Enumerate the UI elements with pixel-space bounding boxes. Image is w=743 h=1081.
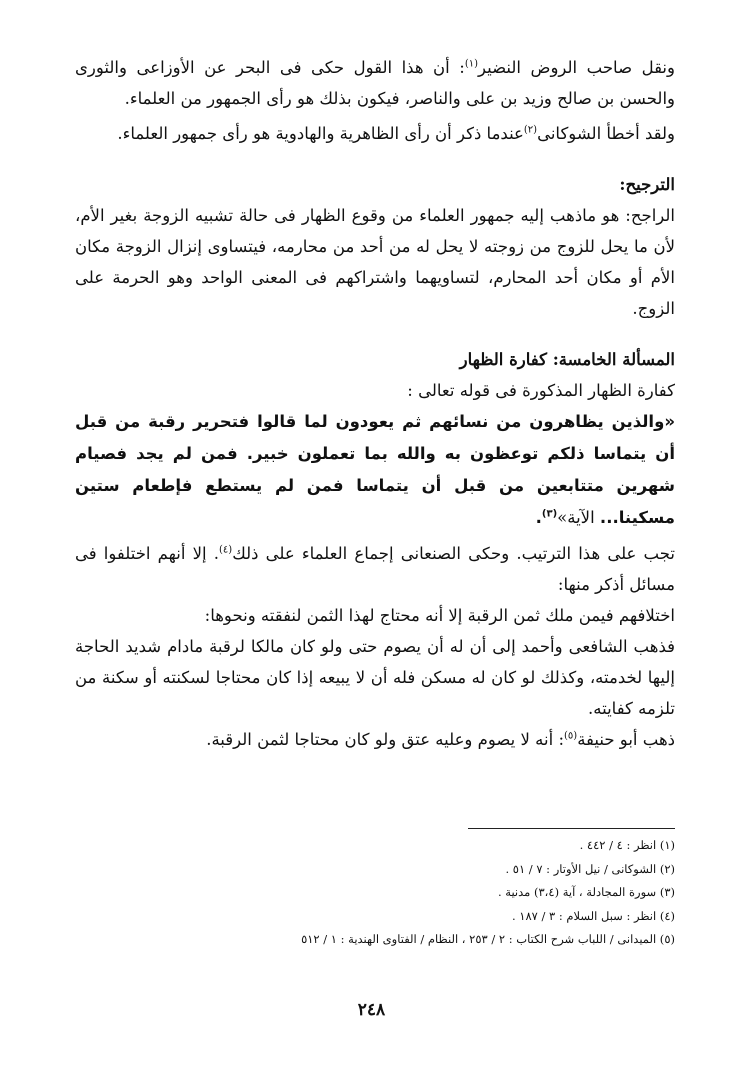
heading-tarjih: الترجيح:: [619, 175, 675, 194]
heading-masala-5: المسألة الخامسة: كفارة الظهار: [459, 350, 675, 369]
footnote-ref-4: (٤): [219, 544, 233, 556]
quran-verse: «والذين يظاهرون من نسائهم ثم يعودون لما قالوا فتحرير رقبة من قبل أن يتماسا ذلكم توعظون به والله بما تعملون خبير. فمن لم يجد فصيام شهرين متتابعين من قبل أن يتماسا فمن لم يستطع فإطعام ستين مسكينا... الآية»$^{(٣)}$.: [75, 412, 675, 527]
paragraph-abu-hanifa: ذهب أبو حنيفة$^{(٥)}$: أنه لا يصوم وعليه عتق ولو كان محتاجا لثمن الرقبة.: [206, 730, 675, 749]
page-number: ٢٤٨: [357, 1000, 386, 1020]
footnote-4: (٤) انظر : سبل السلام : ٣ / ١٨٧ .: [511, 908, 675, 923]
paragraph-kaffara-intro: كفارة الظهار المذكورة فى قوله تعالى :: [407, 381, 675, 400]
footnote-ref-1: (١): [464, 58, 478, 70]
footnote-ref-5: (٥): [564, 730, 578, 742]
footnote-ref-3: (٣): [541, 508, 558, 520]
footnote-5: (٥) الميدانى / اللباب شرح الكتاب : ٢ / ٢٥٣ ، النظام / الفتاوى الهندية : ١ / ٥١٢: [301, 932, 675, 946]
main-text: [75, 52, 675, 755]
footnotes: [75, 834, 675, 952]
paragraph-tarjih: الراجح: هو ماذهب إليه جمهور العلماء من وقوع الظهار فى حالة تشبيه الزوجة بغير الأم، لأن ما يحل للزوج من زوجته لا يحل له من أحد من محارمه، فيتساوى إنزال الزوجة مكان الأم أو مكان أحد المحارم، لتساويهما واشتراكهم فى المعنى الواحد وهو الحرمة على الزوج.: [75, 206, 675, 318]
footnote-1: (١) انظر : ٤ / ٤٤٢ .: [579, 838, 675, 852]
paragraph-tartib: تجب على هذا الترتيب. وحكى الصنعانى إجماع العلماء على ذلك$^{(٤)}$. إلا أنهم اختلفوا فى مسائل أذكر منها:: [75, 544, 676, 594]
footnote-3: (٣) سورة المجادلة ، آية (٣،٤) مدنية .: [497, 885, 675, 899]
paragraph-rawd: ونقل صاحب الروض النضير$^{(١)}$: أن هذا القول حكى فى البحر عن الأوزاعى والثورى والحسن بن صالح وزيد بن على والناصر، فيكون بذلك هو رأى الجمهور من العلماء.: [75, 58, 675, 108]
paragraph-shafii: فذهب الشافعى وأحمد إلى أن له أن يصوم حتى ولو كان مالكا لرقبة مادام شديد الحاجة إليها لخدمته، وكذلك لو كان له مسكن فله أن لا يبيعه إذا كان محتاجا لسكنته أو سكنة من تلزمه كفايته.: [75, 637, 675, 718]
paragraph-shawkani: ولقد أخطأ الشوكانى$^{(٢)}$عندما ذكر أن رأى الظاهرية والهادوية هو رأى جمهور العلماء.: [117, 124, 675, 143]
footnote-2: (٢) الشوكانى / نيل الأوتار : ٧ / ٥١ .: [505, 861, 675, 876]
footnote-divider: [468, 828, 675, 829]
paragraph-ikhtilaf: اختلافهم فيمن ملك ثمن الرقبة إلا أنه محتاج لهذا الثمن لنفقته ونحوها:: [204, 606, 675, 625]
footnote-ref-2: (٢): [523, 124, 538, 136]
